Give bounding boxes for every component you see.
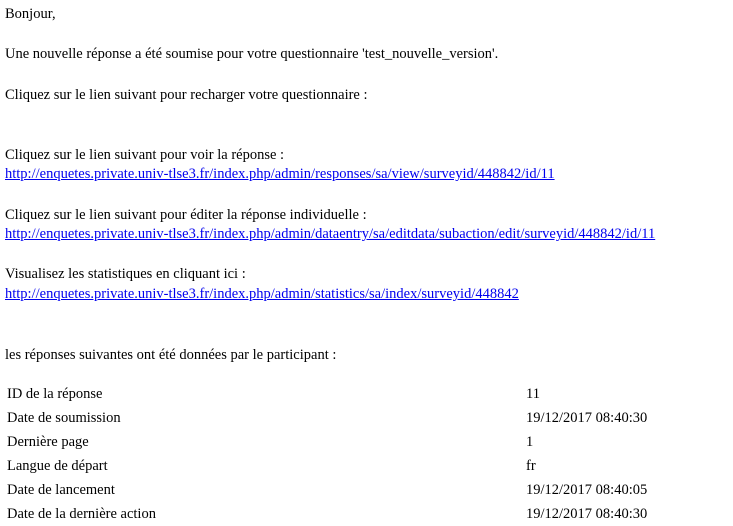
view-response-link[interactable]: http://enquetes.private.univ-tlse3.fr/index.php/admin/responses/sa/view/surveyid/448842/id/11: [5, 166, 555, 182]
table-row: [5, 478, 726, 502]
view-response-line: [5, 165, 555, 183]
response-label: Dernière page: [7, 434, 89, 450]
view-response-text: Cliquez sur le lien suivant pour voir la réponse :: [5, 147, 285, 163]
table-row: [5, 430, 726, 454]
edit-response-link[interactable]: http://enquetes.private.univ-tlse3.fr/index.php/admin/dataentry/sa/editdata/subaction/edit/surveyid/448842/id/11: [5, 226, 656, 242]
table-row: [5, 382, 726, 406]
response-value: 19/12/2017 08:40:30: [526, 506, 648, 522]
response-value: 19/12/2017 08:40:30: [526, 410, 648, 426]
table-row: [5, 502, 726, 526]
response-value: 11: [526, 386, 540, 402]
response-label: Date de la dernière action: [7, 506, 156, 522]
edit-response-text: Cliquez sur le lien suivant pour éditer la réponse individuelle :: [5, 207, 367, 223]
statistics-text: Visualisez les statistiques en cliquant ici :: [5, 266, 246, 282]
response-value: 1: [526, 434, 534, 450]
greeting: Bonjour,: [5, 6, 56, 22]
response-label: Date de soumission: [7, 410, 121, 426]
reload-text: Cliquez sur le lien suivant pour recharger votre questionnaire :: [5, 87, 368, 103]
intro-text: Une nouvelle réponse a été soumise pour votre questionnaire 'test_nouvelle_version'.: [5, 46, 499, 62]
table-row: [5, 454, 726, 478]
table-row: [5, 406, 726, 430]
responses-intro: les réponses suivantes ont été données par le participant :: [5, 347, 337, 363]
statistics-link[interactable]: http://enquetes.private.univ-tlse3.fr/index.php/admin/statistics/sa/index/surveyid/448842: [5, 286, 519, 302]
edit-response-line: [5, 225, 655, 243]
statistics-line: [5, 285, 519, 303]
response-value: 19/12/2017 08:40:05: [526, 482, 648, 498]
response-label: Langue de départ: [7, 458, 108, 474]
response-value: fr: [526, 458, 536, 474]
responses-table: [5, 382, 726, 526]
response-label: ID de la réponse: [7, 386, 103, 402]
response-label: Date de lancement: [7, 482, 115, 498]
